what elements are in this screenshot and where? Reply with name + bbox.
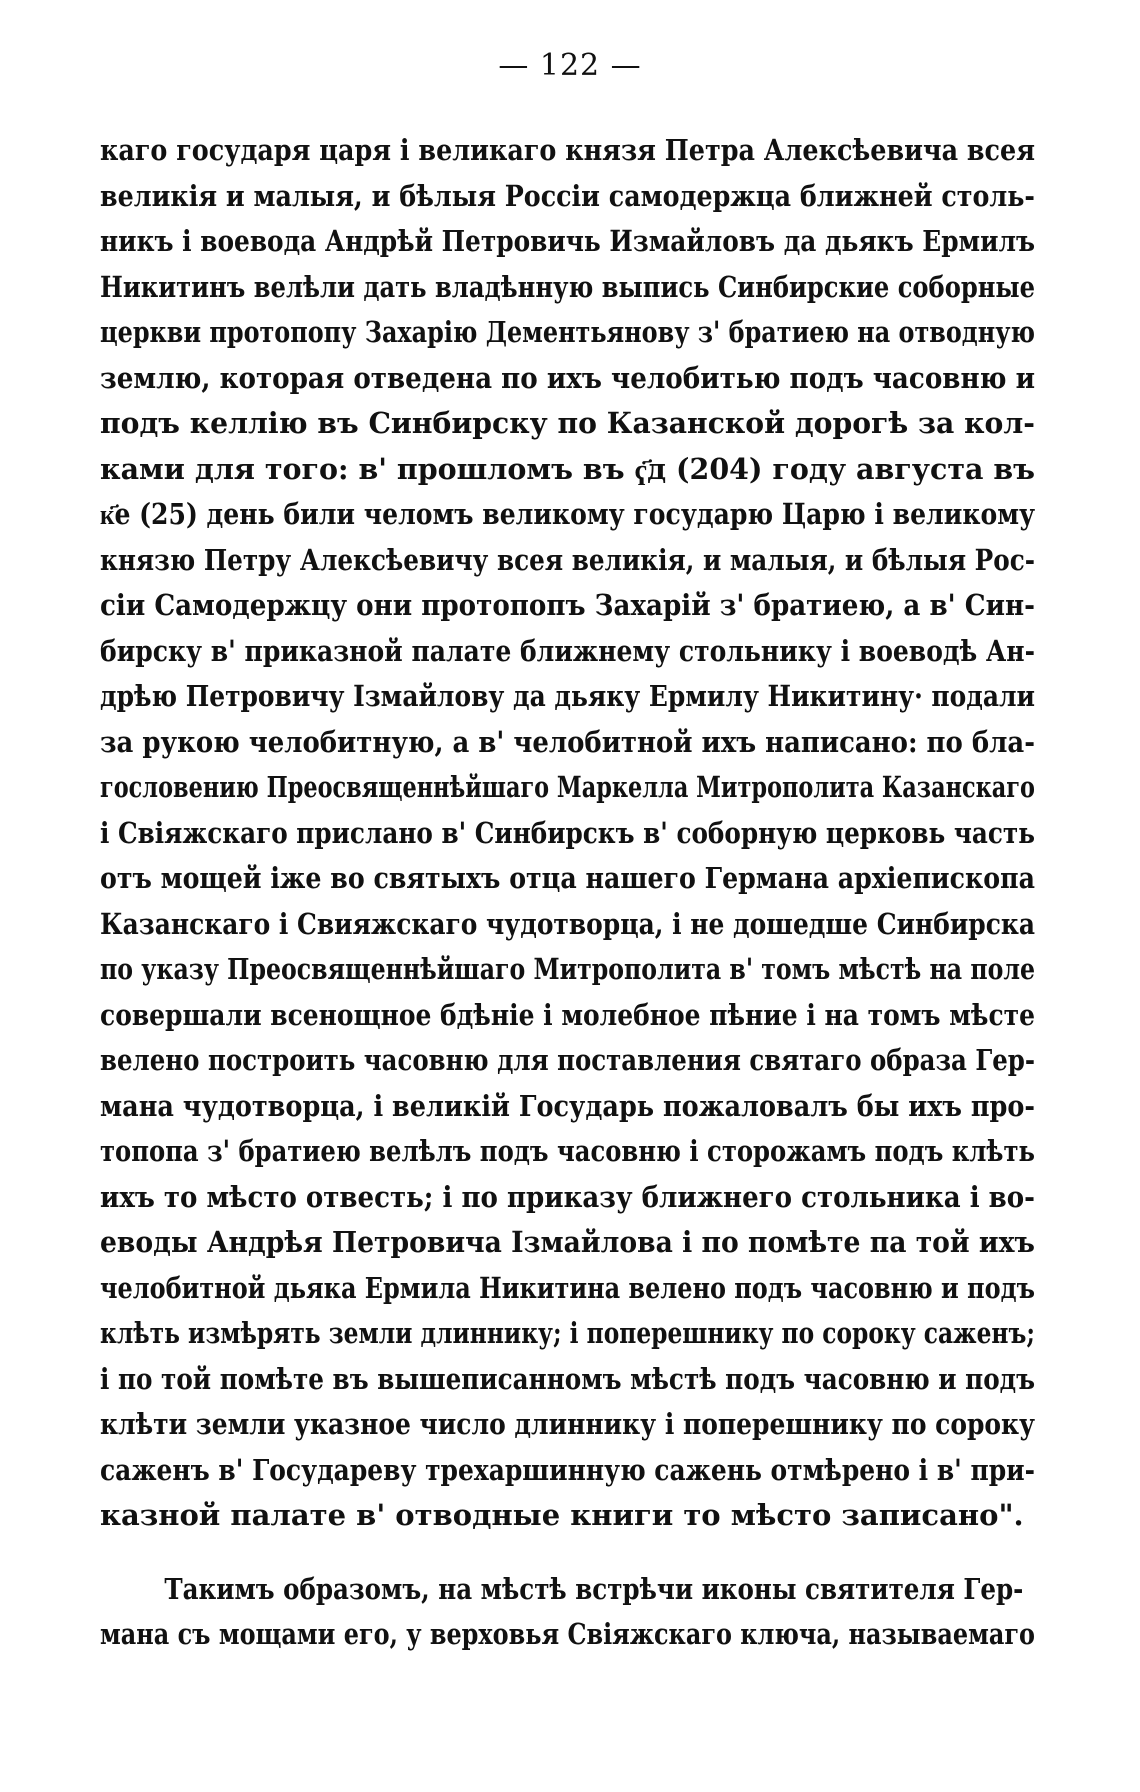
text-line: челобитной дьяка Ермила Никитина велено подъ часовню и подъ [100,1270,1035,1305]
paragraph-1 [100,128,1035,1539]
text-line: ихъ то мѣсто отвесть; і по приказу ближнего стольника і во- [100,1179,1035,1214]
text-line: по указу Преосвященнѣйшаго Митрополита в' томъ мѣстѣ на поле [100,952,1036,986]
text-line: к҃е (25) день били челомъ великому государю Царю і великому [100,497,1036,531]
text-line: еводы Андрѣя Петровича Ізмайлова і по помѣте па той ихъ [100,1225,1035,1259]
text-line: Такимъ образомъ, на мѣстѣ встрѣчи иконы святителя Гер- [164,1571,1024,1606]
text-line: каго государя царя і великаго князя Петра Алексѣевича всея [100,133,1035,167]
text-line: топопа з' братиею велѣлъ подъ часовню і сторожамъ подъ клѣть [100,1134,1035,1168]
text-line: велено построить часовню для поставления святаго образа Гер- [100,1043,1035,1077]
text-line: ками для того: в' прошломъ въ ҁ҃д (204) году августа въ [100,451,1036,486]
paragraph-gap [100,1539,1035,1567]
text-line: отъ мощей іже во святыхъ отца нашего Германа архіепископа [100,861,1035,895]
text-line: мана чудотворца, і великій Государь пожаловалъ бы ихъ про- [100,1088,1036,1123]
text-line: гословению Преосвященнѣйшаго Маркелла Митрополита Казанскаго [100,770,1035,804]
text-line: дрѣю Петровичу Ізмайлову да дьяку Ермилу Никитину· подали [100,679,1036,713]
text-line: Никитинъ велѣли дать владѣнную выпись Синбирские соборные [100,269,1036,304]
text-line: великія и малыя, и бѣлыя Россіи самодержца ближней столь- [100,178,1035,213]
text-line: совершали всенощное бдѣніе і молебное пѣние і на томъ мѣсте [100,997,1035,1032]
text-line: подъ келлію въ Синбирску по Казанской дорогѣ за кол- [100,406,1035,440]
text-line: і Свіяжскаго прислано в' Синбирскъ в' соборную церковь часть [100,815,1035,850]
text-line: за рукою челобитную, а в' челобитной ихъ написано: по бла- [100,724,1035,759]
text-line: саженъ в' Государеву трехаршинную сажень отмѣрено і в' при- [100,1452,1036,1487]
text-line: князю Петру Алексѣевичу всея великія, и малыя, и бѣлыя Рос- [100,542,1035,577]
text-line: никъ і воевода Андрѣй Петровичь Измайловъ да дьякъ Ермилъ [100,224,1036,258]
text-line: церкви протопопу Захарію Дементьянову з' братиею на отводную [100,315,1035,349]
text-line: клѣть измѣрять земли длиннику; і поперешнику по сороку саженъ; [100,1316,1035,1350]
text-line: сіи Самодержцу они протопопъ Захарій з' братиею, а в' Син- [100,588,1035,622]
body-text [100,128,1035,1658]
text-line: Казанскаго і Свияжскаго чудотворца, і не дошедше Синбирска [100,906,1036,941]
text-line: клѣти земли указное число длиннику і поперешнику по сороку [100,1407,1036,1441]
text-line: мана съ мощами его, у верховья Свіяжскаго ключа, называемаго [100,1617,1035,1651]
text-line: і по той помѣте въ вышеписанномъ мѣстѣ подъ часовню и подъ [100,1361,1036,1396]
text-line: землю, которая отведена по ихъ челобитью подъ часовню и [100,360,1035,395]
paragraph-2 [100,1567,1035,1658]
text-line: бирску в' приказной палате ближнему стольнику і воеводѣ Ан- [100,633,1035,668]
page-number: — 122 — [498,48,642,83]
text-line: казной палате в' отводные книги то мѣсто записано". [100,1498,1024,1532]
